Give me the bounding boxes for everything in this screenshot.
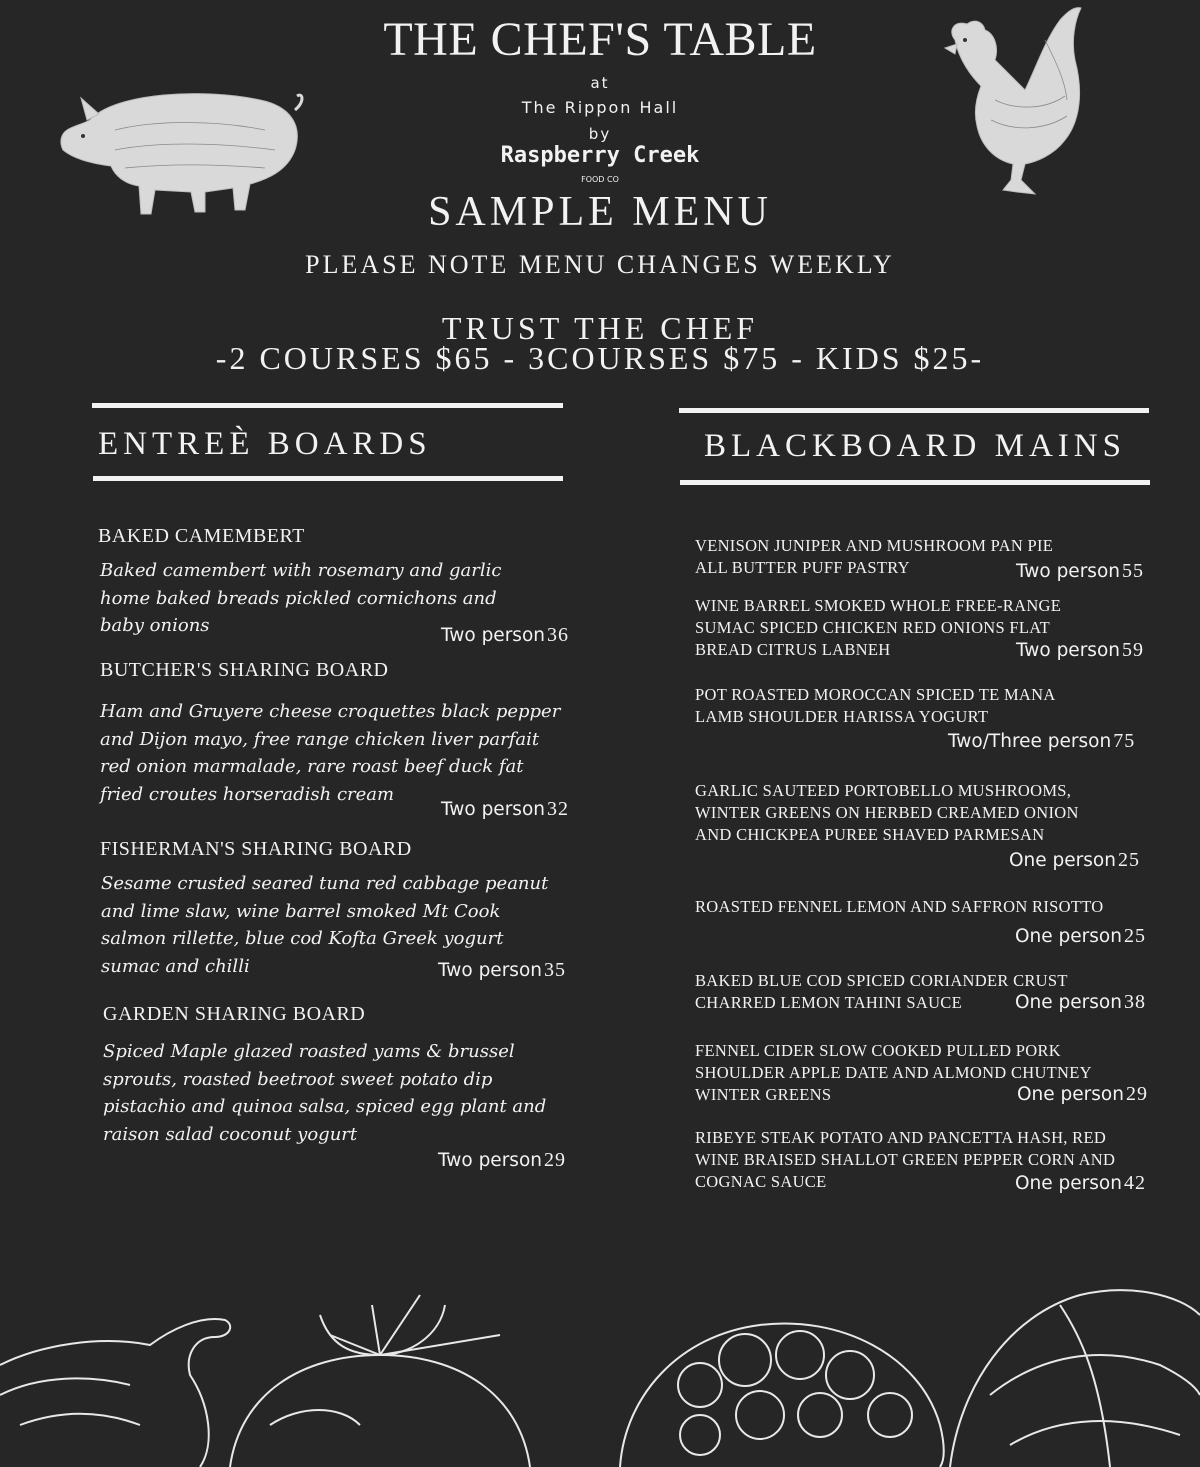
venue-name: The Rippon Hall (521, 98, 679, 117)
main-item-name: WINE BARREL SMOKED WHOLE FREE-RANGE SUMAC SPICED CHICKEN RED ONIONS FLAT BREAD CITRUS LABNEH (695, 596, 1062, 659)
main-item-name: GARLIC SAUTEED PORTOBELLO MUSHROOMS, WINTER GREENS ON HERBED CREAMED ONION AND CHICKPEA PUREE SHAVED PARMESAN (695, 781, 1079, 844)
header-by: by (588, 125, 612, 143)
menu-note: PLEASE NOTE MENU CHANGES WEEKLY (305, 250, 895, 279)
main-item-price: One person 25 (1009, 849, 1140, 871)
brand-logo: Raspberry Creek (500, 143, 700, 168)
main-item-price: Two person 59 (1016, 639, 1144, 661)
course-pricing: -2 COURSES $65 - 3COURSES $75 - KIDS $25- (215, 340, 985, 376)
main-item-name: ROASTED FENNEL LEMON AND SAFFRON RISOTTO (695, 897, 1104, 916)
entree-rule-top (92, 403, 563, 408)
main-item-price: One person 42 (1015, 1172, 1146, 1194)
mains-rule-bottom (680, 480, 1150, 485)
trust-the-chef: TRUST THE CHEF (441, 310, 759, 346)
main-item-name: RIBEYE STEAK POTATO AND PANCETTA HASH, RED WINE BRAISED SHALLOT GREEN PEPPER CORN AND COGNAC SAUCE (695, 1128, 1116, 1191)
entree-item-name: BUTCHER'S SHARING BOARD (100, 659, 389, 681)
main-item-name: VENISON JUNIPER AND MUSHROOM PAN PIE ALL BUTTER PUFF PASTRY (695, 536, 1054, 577)
header-at: at (590, 74, 610, 92)
entree-item-price: Two person 32 (441, 798, 569, 820)
main-item-price: One person 25 (1015, 925, 1146, 947)
vegetables-illustration (0, 1275, 1200, 1467)
entree-item-name: FISHERMAN'S SHARING BOARD (100, 838, 412, 860)
entree-item-name: GARDEN SHARING BOARD (103, 1003, 366, 1025)
entree-item-price: Two person 29 (438, 1149, 566, 1171)
main-item-name: POT ROASTED MOROCCAN SPICED TE MANA LAMB SHOULDER HARISSA YOGURT (695, 685, 1056, 726)
page-title: THE CHEF'S TABLE (383, 13, 817, 66)
entree-item-price: Two person 36 (441, 624, 569, 646)
entree-item-desc: Spiced Maple glazed roasted yams & brussel sprouts, roasted beetroot sweet potato dip pistachio and quinoa salsa, spiced egg plant and raison salad coconut yogurt (103, 1041, 547, 1145)
entree-item-desc: Baked camembert with rosemary and garlic home baked breads pickled cornichons and baby onions (100, 560, 502, 636)
entree-item-price: Two person 35 (438, 959, 566, 981)
main-item-price: One person 29 (1017, 1083, 1148, 1105)
main-item-price: Two/Three person 75 (948, 730, 1136, 752)
entree-rule-bottom (93, 476, 563, 481)
main-item-price: Two person 55 (1016, 560, 1144, 582)
main-item-name: BAKED BLUE COD SPICED CORIANDER CRUST CHARRED LEMON TAHINI SAUCE (695, 971, 1068, 1012)
main-item-price: One person 38 (1015, 991, 1146, 1013)
entree-item-name: BAKED CAMEMBERT (98, 525, 305, 547)
entree-item-desc: Ham and Gruyere cheese croquettes black pepper and Dijon mayo, free range chicken liver parfait red onion marmalade, rare roast beef duck fat fried croutes horseradish cream (100, 701, 561, 805)
sample-menu-heading: SAMPLE MENU (428, 189, 772, 235)
entree-item-desc: Sesame crusted seared tuna red cabbage peanut and lime slaw, wine barrel smoked Mt Cook salmon rillette, blue cod Kofta Greek yogurt sumac and chilli (101, 873, 549, 977)
mains-rule-top (679, 408, 1149, 413)
mains-heading: BLACKBOARD MAINS (704, 428, 1126, 464)
main-item-name: FENNEL CIDER SLOW COOKED PULLED PORK SHOULDER APPLE DATE AND ALMOND CHUTNEY WINTER GREENS (695, 1041, 1092, 1104)
entree-heading: ENTREÈ BOARDS (98, 426, 432, 462)
brand-sub: FOOD CO (581, 175, 619, 184)
